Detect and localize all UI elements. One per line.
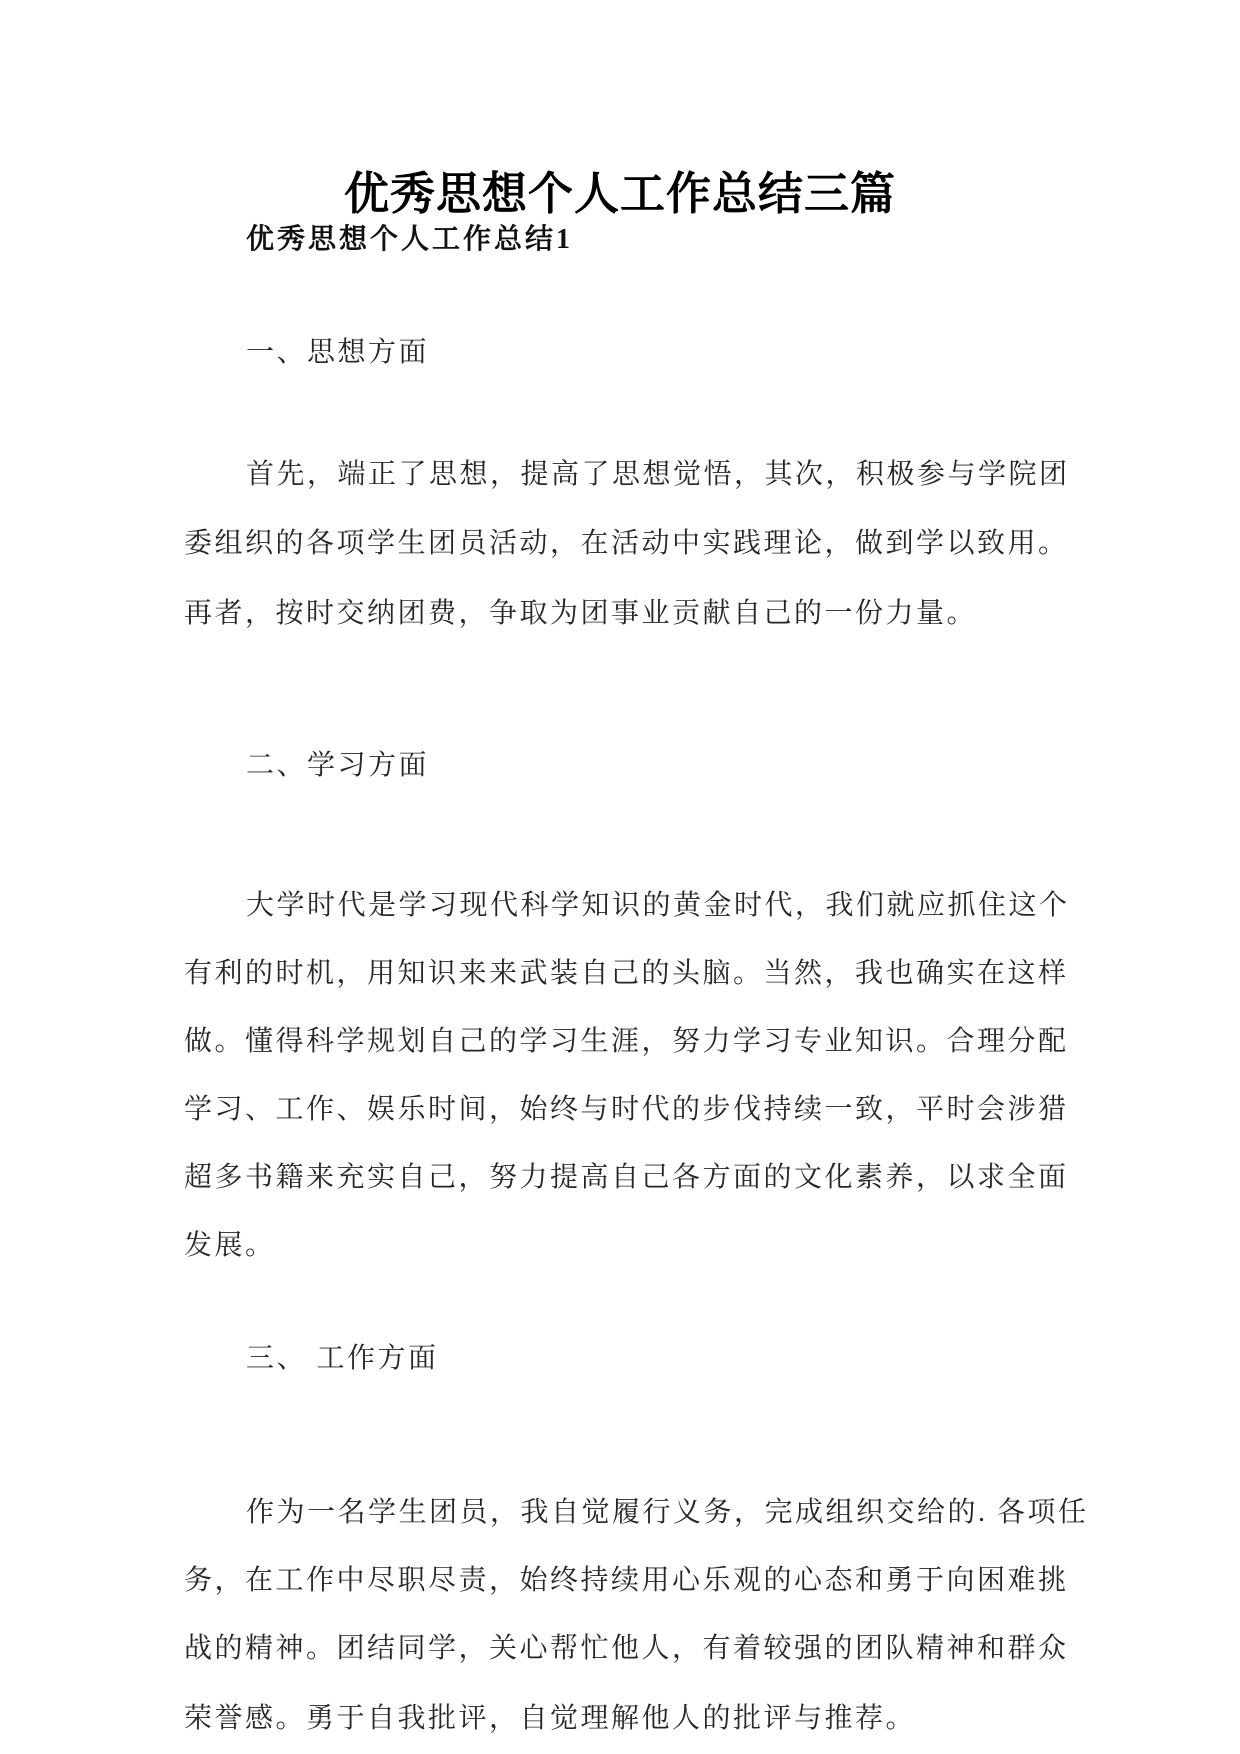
document-title: 优秀思想个人工作总结三篇 [343,168,896,219]
section-heading-1: 一、思想方面 [246,337,430,368]
paragraph-line: 再者，按时交纳团费，争取为团事业贡献自己的一份力量。 [184,598,978,629]
paragraph-line: 作为一名学生团员，我自觉履行义务，完成组织交给的. 各项任 [246,1497,1089,1528]
paragraph-line: 务，在工作中尽职尽责，始终持续用心乐观的心态和勇于向困难挑 [184,1565,1069,1596]
paragraph-line: 发展。 [184,1230,276,1261]
paragraph-line: 学习、工作、娱乐时间，始终与时代的步伐持续一致，平时会涉猎 [184,1094,1069,1125]
paragraph-line: 有利的时机，用知识来来武装自己的头脑。当然，我也确实在这样 [184,958,1069,989]
paragraph-line: 首先，端正了思想，提高了思想觉悟，其次，积极参与学院团 [246,459,1070,490]
paragraph-line: 大学时代是学习现代科学知识的黄金时代，我们就应抓住这个 [246,890,1070,921]
paragraph-line: 超多书籍来充实自己，努力提高自己各方面的文化素养，以求全面 [184,1162,1069,1193]
paragraph-line: 做。懂得科学规划自己的学习生涯，努力学习专业知识。合理分配 [184,1026,1069,1057]
paragraph-line: 委组织的各项学生团员活动，在活动中实践理论，做到学以致用。 [184,528,1069,559]
paragraph-line: 战的精神。团结同学，关心帮忙他人，有着较强的团队精神和群众 [184,1633,1069,1664]
paragraph-line: 荣誉感。勇于自我批评，自觉理解他人的批评与推荐。 [184,1703,917,1734]
section-heading-3: 三、 工作方面 [246,1343,439,1374]
document-subtitle: 优秀思想个人工作总结1 [246,224,574,255]
section-heading-2: 二、学习方面 [246,750,430,781]
